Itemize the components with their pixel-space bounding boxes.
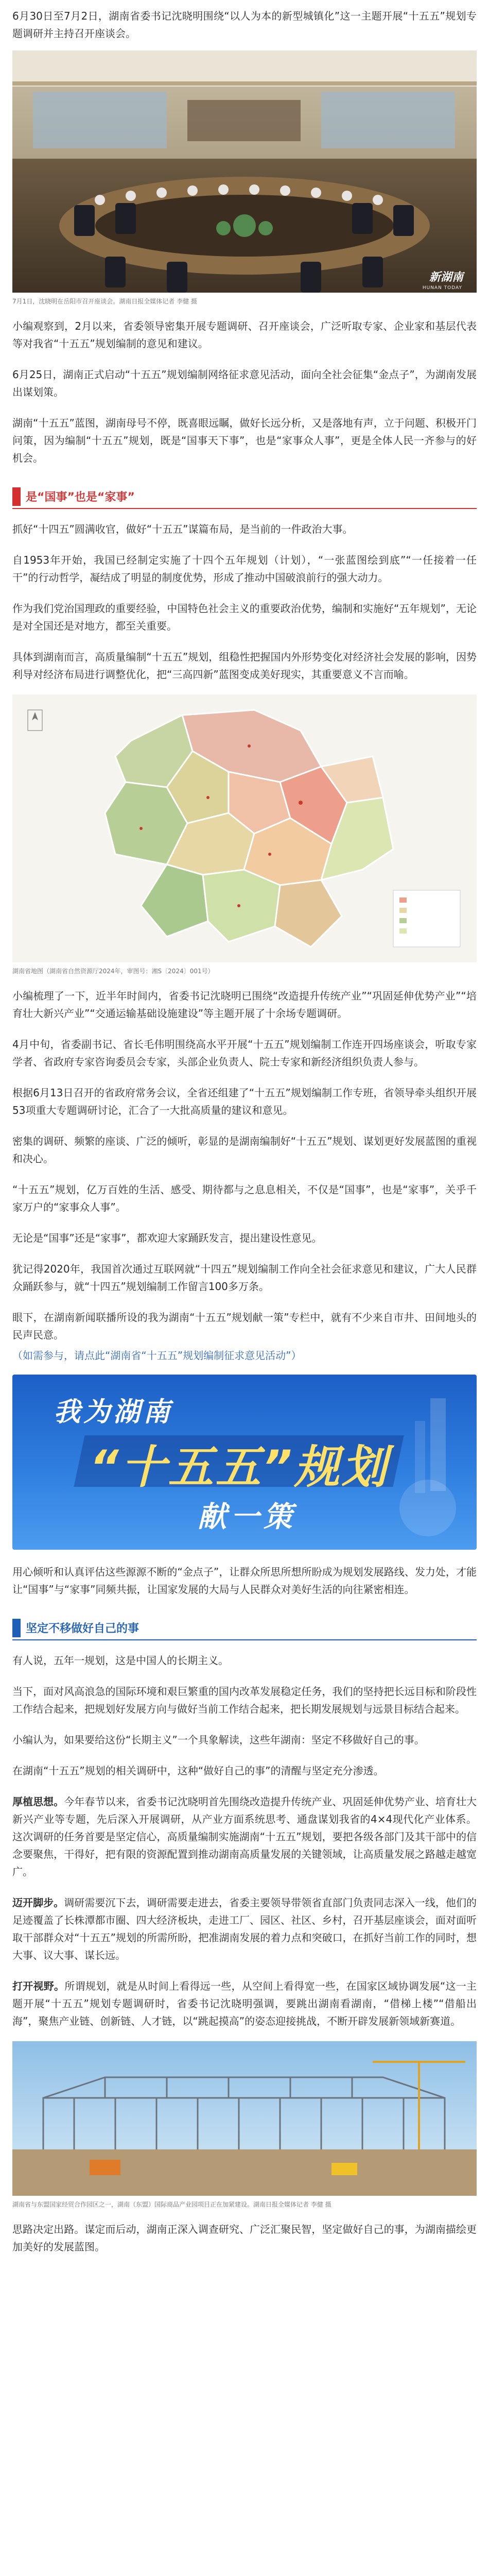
map-caption: 湖南省地图（湖南省自然资源厅2024年，审图号：湘S〔2024〕001号） <box>12 968 214 975</box>
paragraph: 小编观察到，2月以来，省委领导密集开展专题调研、召开座谈会，广泛听取专家、企业家和基层代表等对我省“十五五”规划编制的意见和建议。 <box>12 320 477 350</box>
paragraph: 湖南“十五五”蓝图，湖南母号不停，既喜眼远瞩，做好长远分析，又是落地有声，立于问题、积极开门问策，因为编制“十五五”规划，既是“国事天下事”，也是“家事众人事”，更是全体人民一齐参与的好机会。 <box>12 417 477 464</box>
construction-photo-image <box>12 2041 477 2196</box>
logo-watermark-sub: HUNAN TODAY <box>422 285 462 291</box>
paragraph: 6月25日，湖南正式启动“十五五”规划编制网络征求意见活动，面向全社会征集“金点子”，为湖南发展出谋划策。 <box>12 368 477 398</box>
section-title: 坚定不移做好自己的事 <box>26 1622 139 1635</box>
section-header <box>12 1616 477 1640</box>
paragraph: 抓好“十四五”圆满收官，做好“十五五”谋篇布局，是当前的一件政治大事。 <box>12 523 353 535</box>
section-title: 是“国事”也是“家事” <box>26 491 135 504</box>
paragraph: 当下，面对风高浪急的国际环境和艰巨繁重的国内改革发展稳定任务，我们的坚持把长远目标和阶段性工作结合起来，把规划好发展方向与做好当前工作结合起来，把长期发展规划与远景目标结合起来。 <box>12 1685 477 1715</box>
section-header <box>12 484 477 509</box>
photo-caption: 7月1日，沈晓明在岳阳市召开座谈会。湖南日报全媒体记者 李健 摄 <box>12 298 197 305</box>
banner-line-2: “十五五”规划 <box>90 1440 389 1494</box>
paragraph <box>12 1894 477 1964</box>
banner-badge-decoration <box>399 1480 456 1536</box>
paragraph: 用心倾听和认真评估这些源源不断的“金点子”，让群众所思所想所盼成为规划发展路线、发力处，才能让“国事”与“家事”同频共振，让国家发展的大局与人民群众对美好生活的向往紧密相连。 <box>12 1566 477 1596</box>
paragraph <box>12 1977 477 2030</box>
paragraph-lead: 打开视野。 <box>12 1980 65 1992</box>
paragraph-body: 调研需要沉下去，调研需要走进去，省委主要领导带领省直部门负责同志深入一线，他们的足迹覆盖了长株潭都市圈、四大经济板块，走进工厂、园区、社区、乡村，召开基层座谈会，面对面听取干部群众对“十五五”规划的所需所盼，把准湖南发展的着力点和突破口，在抓好当前工作的同时，想大事、议大事、谋长远。 <box>12 1896 477 1961</box>
paragraph: 根据6月13日召开的省政府常务会议，全省还组建了“十五五”规划编制工作专班，省领导牵头组织开展53项重大专题调研讨论，汇合了一大批高质量的建议和意见。 <box>12 1087 477 1116</box>
banner-line-1: 我为湖南 <box>54 1397 173 1428</box>
paragraph: 小编梳理了一下，近半年时间内，省委书记沈晓明已围绕“改造提升传统产业”“巩固延伸优势产业”“培育壮大新兴产业”“交通运输基础设施建设”等主题开展了十余场专题调研。 <box>12 990 477 1020</box>
paragraph-lead: 厚植思想。 <box>12 1795 64 1808</box>
paragraph: 4月中旬，省委副书记、省长毛伟明围绕高水平开展“十五五”规划编制工作连开四场座谈会，听取专家学者、省政府专家咨询委员会专家，头部企业负责人、院士专家和新经济组织负责人参与。 <box>12 1038 477 1068</box>
paragraph: 有人说，五年一规划，这是中国人的长期主义。 <box>12 1654 229 1667</box>
photo-caption: 湖南省与东盟国家经贸合作园区之一，湖南（东盟）国际商品产业园项目正在加紧建设。湖南日报全媒体记者 李健 摄 <box>12 2201 331 2208</box>
paragraph: 小编认为，如果要给这份“长期主义”一个具象解读，这些年湖南：坚定不移做好自己的事。 <box>12 1734 425 1746</box>
paragraph-lead: 迈开脚步。 <box>12 1896 64 1909</box>
meeting-photo <box>12 50 477 293</box>
paragraph-body: 今年春节以来，省委书记沈晓明首先围绕改造提升传统产业、巩固延伸优势产业、培育壮大新兴产业等专题，先后深入开展调研，从产业方面系统思考、通盘谋划我省的4×4现代化产业体系。这次调研的任务首要是坚定信心，高质量编制实施湖南“十五五”规划，要把各级各部门及其干部中的信念要聚焦，干得好，把有限的资源配置到推动湖南高质量发展的关键领域，让高质量发展之路越走越宽广。 <box>12 1795 477 1878</box>
paragraph: 密集的调研、频繁的座谈、广泛的倾听，彰显的是湖南编制好“十五五”规划、谋划更好发展蓝图的重视和决心。 <box>12 1135 477 1165</box>
paragraph: 眼下，在湖南新闻联播所设的我为湖南“十五五”规划献一策”专栏中，就有不少来自市井、田间地头的民声民意。 <box>12 1311 477 1341</box>
banner <box>12 1375 477 1550</box>
paragraph <box>12 1793 477 1880</box>
paragraph: 无论是“国事”还是“家事”，都欢迎大家踊跃发言，提出建设性意见。 <box>12 1232 322 1244</box>
banner-line-3: 献一策 <box>198 1500 296 1534</box>
paragraph: 犹记得2020年，我国首次通过互联网就“十四五”规划编制工作向全社会征求意见和建议，广大人民群众踊跃参与，就“十四五”规划编制工作留言100多万条。 <box>12 1263 477 1293</box>
intro-paragraph: 6月30日至7月2日，湖南省委书记沈晓明围绕“以人为本的新型城镇化”这一主题开展“十五五”规划专题调研并主持召开座谈会。 <box>12 10 477 40</box>
survey-link[interactable]: （如需参与，请点此“湖南省“十五五”规划编制征求意见活动”） <box>12 1349 302 1362</box>
paragraph: 在湖南“十五五”规划的相关调研中，这种“做好自己的事”的清醒与坚定充分渗透。 <box>12 1765 384 1777</box>
paragraph: 自1953年开始，我国已经制定实施了十四个五年规划（计划），“一张蓝图绘到底”“一任接着一任干”的行动哲学，凝结成了明显的制度优势，形成了推动中国破浪前行的强大动力。 <box>12 554 477 584</box>
construction-photo <box>12 2041 477 2196</box>
hunan-map-image <box>12 694 477 962</box>
paragraph: 思路决定出路。谋定而后动，湖南正深入调查研究、广泛汇聚民智，坚定做好自己的事，为湖南描绘更加美好的发展蓝图。 <box>12 2223 477 2253</box>
paragraph: 作为我们党治国理政的重要经验，中国特色社会主义的重要政治优势，编制和实施好“五年规划”，无论是对全国还是对地方，都至关重要。 <box>12 602 477 632</box>
banner-tower-decoration <box>430 1398 446 1491</box>
meeting-photo-image <box>12 50 477 293</box>
paragraph: “十五五”规划，亿万百姓的生活、感受、期待都与之息息相关，不仅是“国事”，也是“家事”，关乎千家万户的“家事众人事”。 <box>12 1183 477 1213</box>
paragraph: 具体到湖南而言，高质量编制“十五五”规划，组稳性把握国内外形势变化对经济社会发展的影响，因势利导对经济布局进行调整优化，把“三高四新”蓝图变成美好现实，其重要意义不言而喻。 <box>12 651 477 681</box>
section-marker <box>12 1619 21 1637</box>
section-marker <box>12 487 21 506</box>
paragraph-body: 所谓规划，就是从时间上看得远一些，从空间上看得宽一些，在国家区域协调发展“这一主题开展“十五五”规划专题调研时，省委书记沈晓明强调，要跳出湖南看湖南，“借梯上楼”“借船出海”，聚焦产业链、创新链、人才链，以“跳起摸高”的姿态迎接挑战，不断开辟发展新领域新赛道。 <box>12 1980 477 2027</box>
logo-watermark: 新湖南 <box>429 271 463 284</box>
hunan-map <box>12 694 477 962</box>
